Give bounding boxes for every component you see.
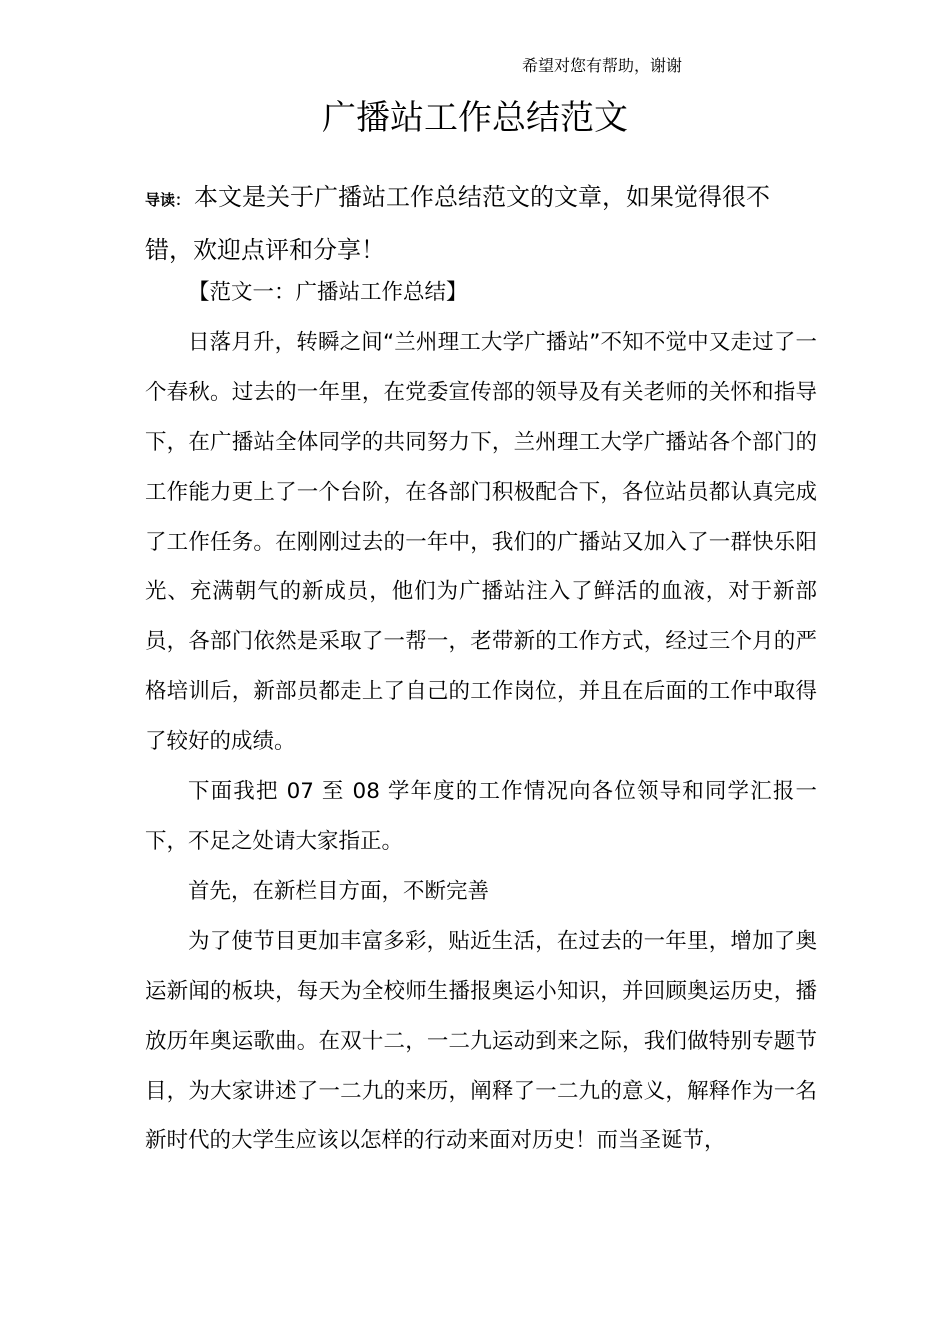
intro-text: 本文是关于广播站工作总结范文的文章，如果觉得很不错，欢迎点评和分享！ [145, 183, 771, 264]
document-body [145, 268, 817, 1166]
header-note: 希望对您有帮助，谢谢 [522, 56, 683, 75]
body-paragraph: 首先，在新栏目方面，不断完善 [188, 878, 490, 904]
section-heading: 【范文一：广播站工作总结】 [188, 280, 468, 305]
intro-paragraph [145, 172, 815, 275]
body-paragraph: 下面我把 07 至 08 学年度的工作情况向各位领导和同学汇报一下，不足之处请大家指正。 [145, 779, 817, 854]
body-paragraph: 日落月升，转瞬之间“兰州理工大学广播站”不知不觉中又走过了一个春秋。过去的一年里，在党委宣传部的领导及有关老师的关怀和指导下，在广播站全体同学的共同努力下，兰州理工大学广播站各个部门的工作能力更上了一个台阶，在各部门积极配合下，各位站员都认真完成了工作任务。在刚刚过去的一年中，我们的广播站又加入了一群快乐阳光、充满朝气的新成员，他们为广播站注入了鲜活的血液，对于新部员，各部门依然是采取了一帮一，老带新的工作方式，经过三个月的严格培训后，新部员都走上了自己的工作岗位，并且在后面的工作中取得了较好的成绩。 [145, 329, 817, 755]
intro-label: 导读： [145, 191, 191, 209]
document-title: 广播站工作总结范文 [322, 98, 628, 138]
body-paragraph: 为了使节目更加丰富多彩，贴近生活，在过去的一年里，增加了奥运新闻的板块，每天为全校师生播报奥运小知识，并回顾奥运历史，播放历年奥运歌曲。在双十二，一二九运动到来之际，我们做特别专题节目，为大家讲述了一二九的来历，阐释了一二九的意义，解释作为一名新时代的大学生应该以怎样的行动来面对历史！而当圣诞节， [145, 928, 817, 1154]
